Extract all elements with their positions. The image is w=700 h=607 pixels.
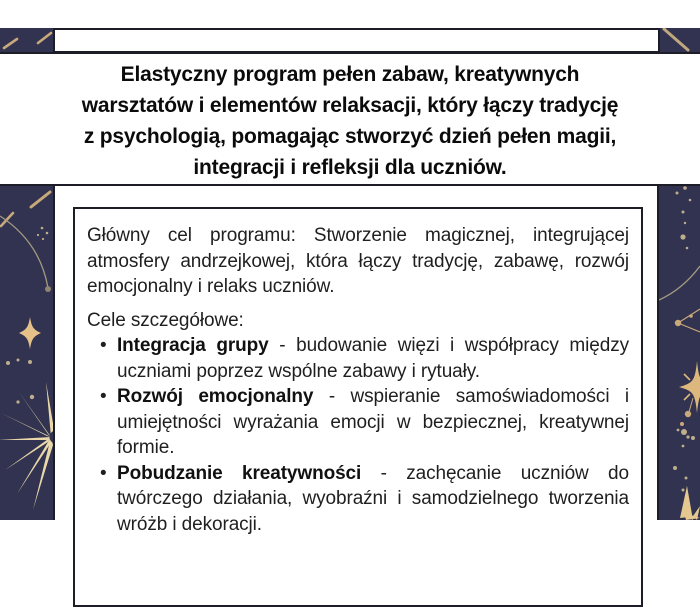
heading-line: integracji i refleksji dla uczniów. <box>193 156 507 179</box>
star-dots-icon <box>6 359 34 404</box>
heading-line: Elastyczny program pełen zabaw, kreatywnych <box>120 63 580 86</box>
content-panel <box>53 186 659 535</box>
heading-line: warsztatów i elementów relaksacji, który łączy tradycję <box>81 94 619 117</box>
subgoal-title: Pobudzanie kreatywności <box>117 462 362 484</box>
heading-line: z psychologią, pomagając stworzyć dzień pełen magii, <box>83 125 617 148</box>
star-burst-icon <box>679 361 700 426</box>
top-margin <box>0 0 700 28</box>
subgoal-item <box>100 461 629 538</box>
subgoals-list <box>87 333 629 537</box>
main-goal-text: Główny cel programu: Stworzenie magicznej, integrującej atmosfery andrzejkowej, która łączy tradycję, zabawę, rozwój emocjonalny i relaks uczniów. <box>87 225 629 297</box>
shooting-stars-icon <box>1 192 50 226</box>
subgoal-item <box>100 384 629 461</box>
subgoal-title: Integracja grupy <box>117 335 269 356</box>
page-heading <box>0 54 700 184</box>
subgoal-text: - budowanie więzi i współpracy między uczniami poprzez wspólne zabawy i rytuały. <box>117 335 630 382</box>
left-celestial-panel <box>0 186 53 520</box>
sparkle-star-icon <box>19 317 41 349</box>
right-panel-decor-icon <box>659 186 700 520</box>
star-dots-icon <box>37 227 48 240</box>
subgoals-heading: Cele szczegółowe: <box>87 309 244 331</box>
subgoal-text: - wspieranie samoświadomości i umiejętności wyrażania emocji w bezpiecznej, kreatywnej formie. <box>117 386 629 458</box>
main-section <box>0 186 700 535</box>
subgoal-item <box>100 333 629 384</box>
title-bar-empty <box>53 28 660 53</box>
constellation-links-icon <box>675 309 700 332</box>
goals-box <box>73 207 643 607</box>
starburst-crescent-icon <box>0 382 53 510</box>
star-dots-icon <box>676 186 692 249</box>
star-dots-icon <box>673 429 695 492</box>
right-celestial-panel <box>659 186 700 520</box>
left-panel-decor-icon <box>0 186 53 520</box>
subgoal-title: Rozwój emocjonalny <box>117 386 314 407</box>
subgoal-text: - zachęcanie uczniów do twórczego działania, wyobraźni i samodzielnego tworzenia wróżb i dekoracji. <box>117 462 629 535</box>
constellation-arc-icon <box>659 266 700 300</box>
constellation-arc-icon <box>0 216 51 292</box>
